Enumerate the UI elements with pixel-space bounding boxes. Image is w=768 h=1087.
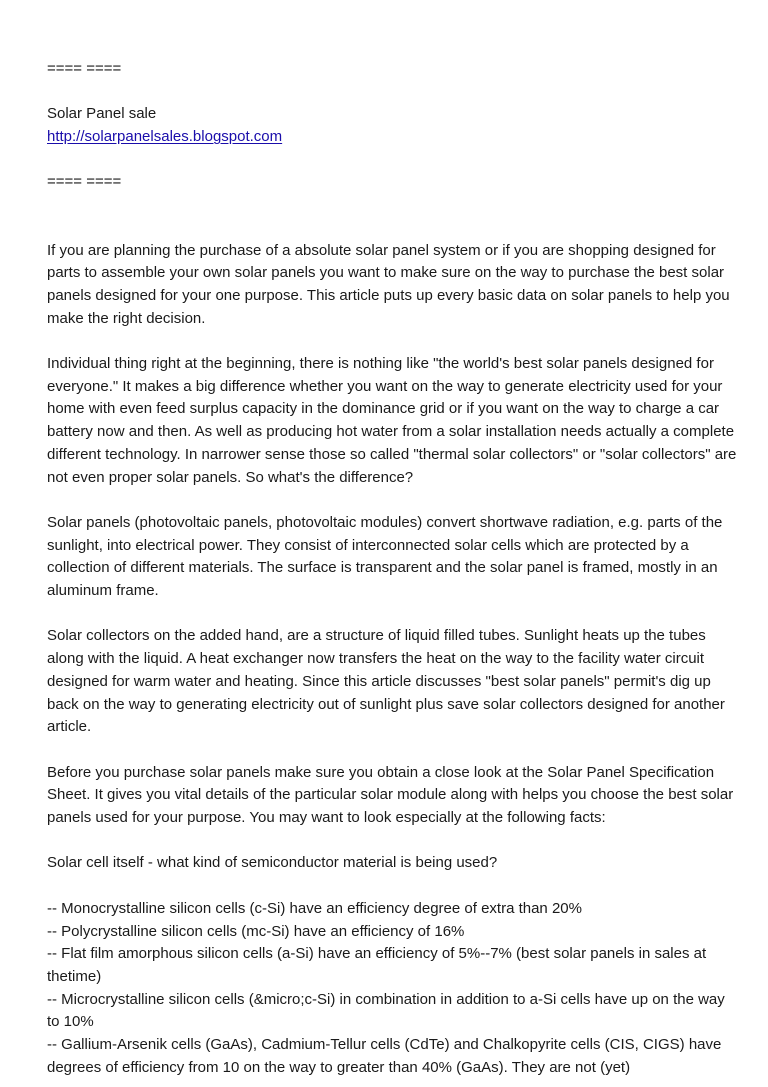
paragraph-differences: Individual thing right at the beginning, there is nothing like "the world's best solar panels designed for everyone." It makes a big difference whether you want on the way to generate electricity used for your home with even feed surplus capacity in the dominance grid or if you want on the way to charge a car battery now and then. As well as producing hot water from a solar installation needs actually a complete different technology. In narrower sense those so called "thermal solar collectors" or "solar collectors" are not even proper solar panels. So what's the difference? [47, 355, 737, 486]
paragraph-solar-cell: Solar cell itself - what kind of semiconductor material is being used? [47, 854, 498, 872]
separator-bottom: ==== ==== [47, 173, 122, 191]
list-item-microcrystalline: -- Microcrystalline silicon cells (&micro;c-Si) in combination in addition to a-Si cells have up on the way to 10% [47, 990, 725, 1031]
document-page [47, 58, 737, 1080]
spacer [47, 489, 737, 512]
spacer [47, 330, 737, 353]
document-title: Solar Panel sale [47, 105, 157, 123]
paragraph-solar-collectors: Solar collectors on the added hand, are a structure of liquid filled tubes. Sunlight heats up the tubes along with the liquid. A heat exchanger now transfers the heat on the way to the facility water circuit designed for warm water and heating. Since this article discusses "best solar panels" permit's dig up back on the way to generating electricity out of sunlight plus save solar collectors designed for another article. [47, 627, 725, 736]
spacer [47, 603, 737, 626]
spacer [47, 81, 737, 104]
spacer [47, 739, 737, 762]
spacer [47, 875, 737, 898]
blog-link-text[interactable]: http://solarpanelsales.blogspot.com [47, 128, 283, 146]
spacer [47, 149, 737, 172]
list-item-monocrystalline: -- Monocrystalline silicon cells (c-Si) have an efficiency degree of extra than 20% [47, 899, 582, 917]
list-item-polycrystalline: -- Polycrystalline silicon cells (mc-Si) have an efficiency of 16% [47, 922, 465, 940]
list-item-amorphous-continued: thetime) [47, 967, 102, 985]
list-item-gallium-arsenik: -- Gallium-Arsenik cells (GaAs), Cadmium-Tellur cells (CdTe) and Chalkopyrite cells (CIS, CIGS) have degrees of efficiency from 10 on the way to greater than 40% (GaAs). They are not (yet) [47, 1036, 722, 1076]
paragraph-intro: If you are planning the purchase of a absolute solar panel system or if you are shopping designed for parts to assemble your own solar panels you want to make sure on the way to purchase the best solar panels designed for your one purpose. This article puts up every basic data on solar panels to help you make the right decision. [47, 241, 730, 327]
list-item-amorphous: -- Flat film amorphous silicon cells (a-Si) have an efficiency of 5%--7% (best solar panels in sales at [47, 945, 707, 963]
paragraph-spec-sheet: Before you purchase solar panels make sure you obtain a close look at the Solar Panel Specification Sheet. It gives you vital details of the particular solar module along with helps you choose the best solar panels used for your purpose. You may want to look especially at the following facts: [47, 763, 734, 827]
separator-top: ==== ==== [47, 60, 122, 77]
paragraph-solar-panels: Solar panels (photovoltaic panels, photovoltaic modules) convert shortwave radiation, e.g. parts of the sunlight, into electrical power. They consist of interconnected solar cells which are protected by a collection of different materials. The surface is transparent and the solar panel is framed, mostly in an aluminum frame. [47, 513, 723, 600]
spacer [47, 194, 737, 239]
spacer [47, 830, 737, 853]
blog-link[interactable] [47, 126, 737, 149]
